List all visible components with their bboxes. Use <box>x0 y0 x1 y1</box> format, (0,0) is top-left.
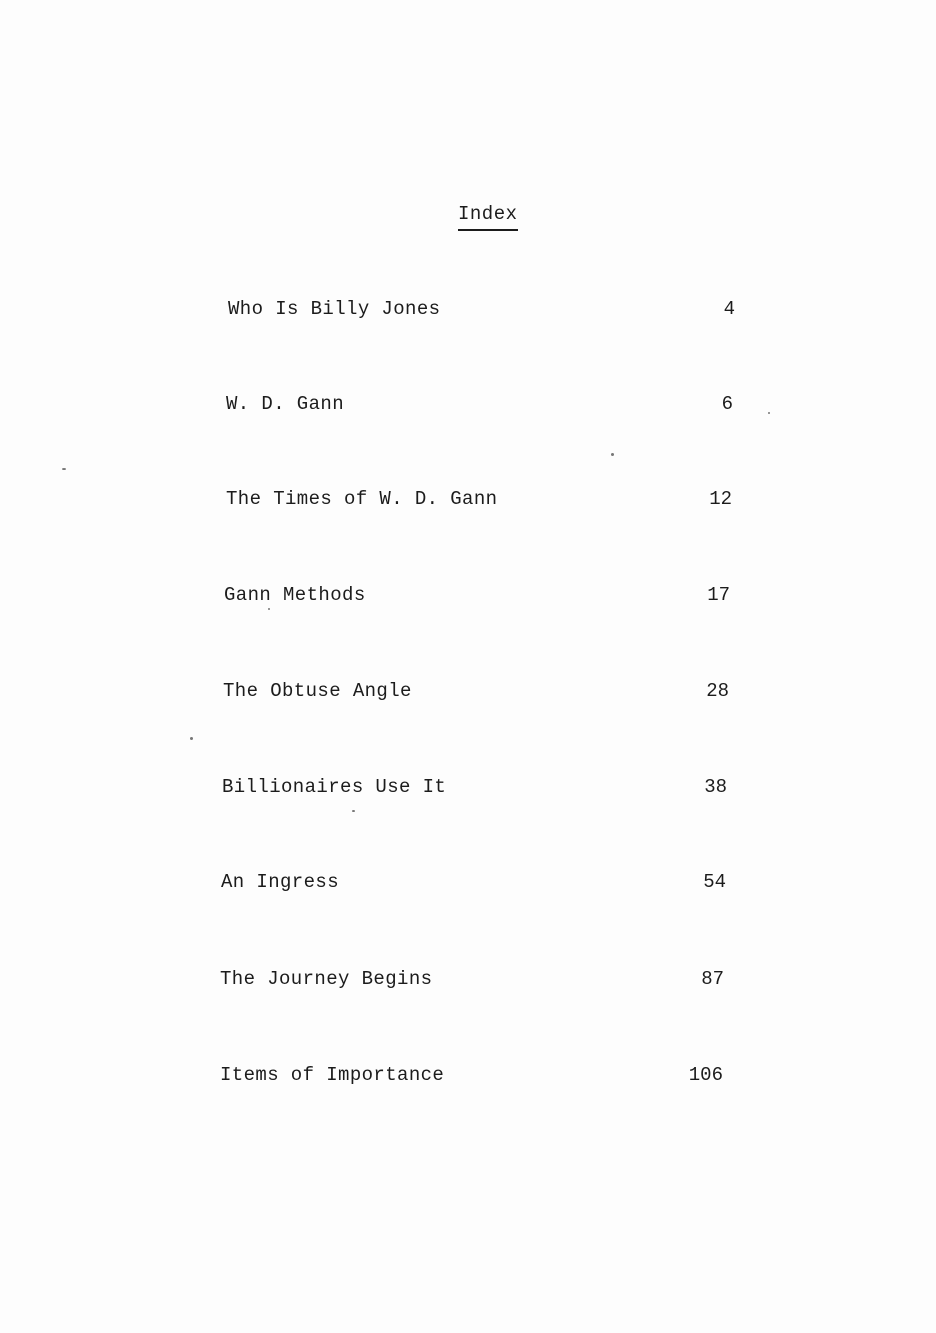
entry-title: Items of Importance <box>220 1064 445 1086</box>
scan-speck <box>268 608 270 610</box>
index-entry <box>0 583 936 613</box>
index-entry <box>0 967 936 997</box>
entry-title: Who Is Billy Jones <box>228 298 441 320</box>
index-entry <box>0 487 936 517</box>
scan-speck <box>768 412 770 414</box>
entry-title: Billionaires Use It <box>222 776 447 798</box>
index-entry <box>0 870 936 900</box>
index-entry <box>0 297 936 327</box>
index-entry <box>0 775 936 805</box>
entry-page-number: 87 <box>701 968 724 990</box>
entry-page-number: 54 <box>703 871 726 893</box>
entry-page-number: 6 <box>721 393 733 415</box>
entry-title: The Obtuse Angle <box>223 680 412 702</box>
scan-speck <box>352 810 355 812</box>
index-entry <box>0 1063 936 1093</box>
entry-title: The Journey Begins <box>220 968 433 990</box>
scan-speck <box>190 737 193 740</box>
entry-page-number: 106 <box>688 1064 723 1086</box>
entry-page-number: 4 <box>723 298 735 320</box>
index-entry <box>0 392 936 422</box>
entry-title: An Ingress <box>221 871 340 893</box>
entry-title: Gann Methods <box>224 584 366 606</box>
entry-title: The Times of W. D. Gann <box>226 488 498 510</box>
scan-speck <box>611 453 614 456</box>
entry-page-number: 12 <box>709 488 732 510</box>
entry-title: W. D. Gann <box>226 393 345 415</box>
index-entry <box>0 679 936 709</box>
entry-page-number: 38 <box>704 776 727 798</box>
index-heading: Index <box>458 203 518 231</box>
entry-page-number: 17 <box>707 584 730 606</box>
entry-page-number: 28 <box>706 680 729 702</box>
scan-speck <box>62 468 66 470</box>
